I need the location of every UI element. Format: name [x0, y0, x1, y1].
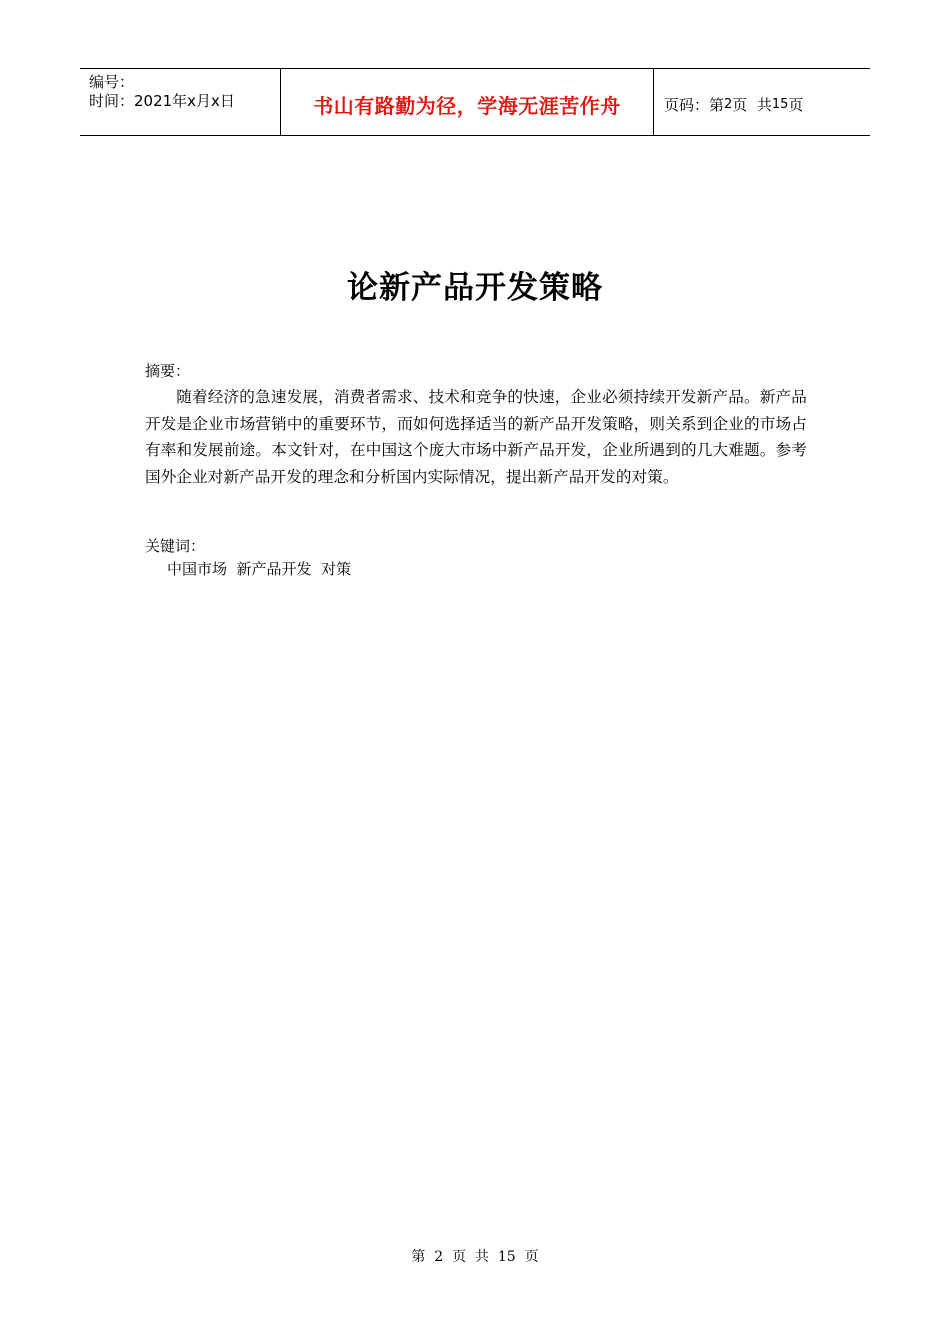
page-prefix: 页码：第 [664, 95, 725, 114]
abstract-paragraph: 随着经济的急速发展，消费者需求、技术和竞争的快速，企业必须持续开发新产品。新产品开发是企业市场营销中的重要环节，而如何选择适当的新产品开发策略，则关系到企业的市场占有率和发展前途。本文针对，在中国这个庞大市场中新产品开发，企业所遇到的几大难题。参考国外企业对新产品开发的理念和分析国内实际情况，提出新产品开发的对策。 [145, 388, 807, 486]
header-motto-cell [281, 69, 654, 135]
keywords-label: 关键词： [145, 537, 206, 555]
header-page-cell [654, 69, 870, 135]
header-meta-cell [80, 69, 281, 135]
page-suffix: 页 [788, 95, 804, 114]
date-line: 时间：2021年x月x日 [89, 92, 235, 110]
page-current: 2 [724, 96, 733, 112]
abstract-label: 摘要： [145, 362, 191, 380]
keywords-list: 中国市场 新产品开发 对策 [167, 560, 352, 578]
document-title: 论新产品开发策略 [347, 270, 603, 306]
page-total: 15 [771, 96, 789, 112]
page-footer: 第 2 页 共 15 页 [411, 1249, 539, 1265]
motto-text: 书山有路勤为径，学海无涯苦作舟 [313, 93, 621, 118]
page-mid: 页 共 [732, 95, 772, 114]
serial-number-label: 编号： [89, 73, 135, 91]
header-table [80, 68, 870, 136]
